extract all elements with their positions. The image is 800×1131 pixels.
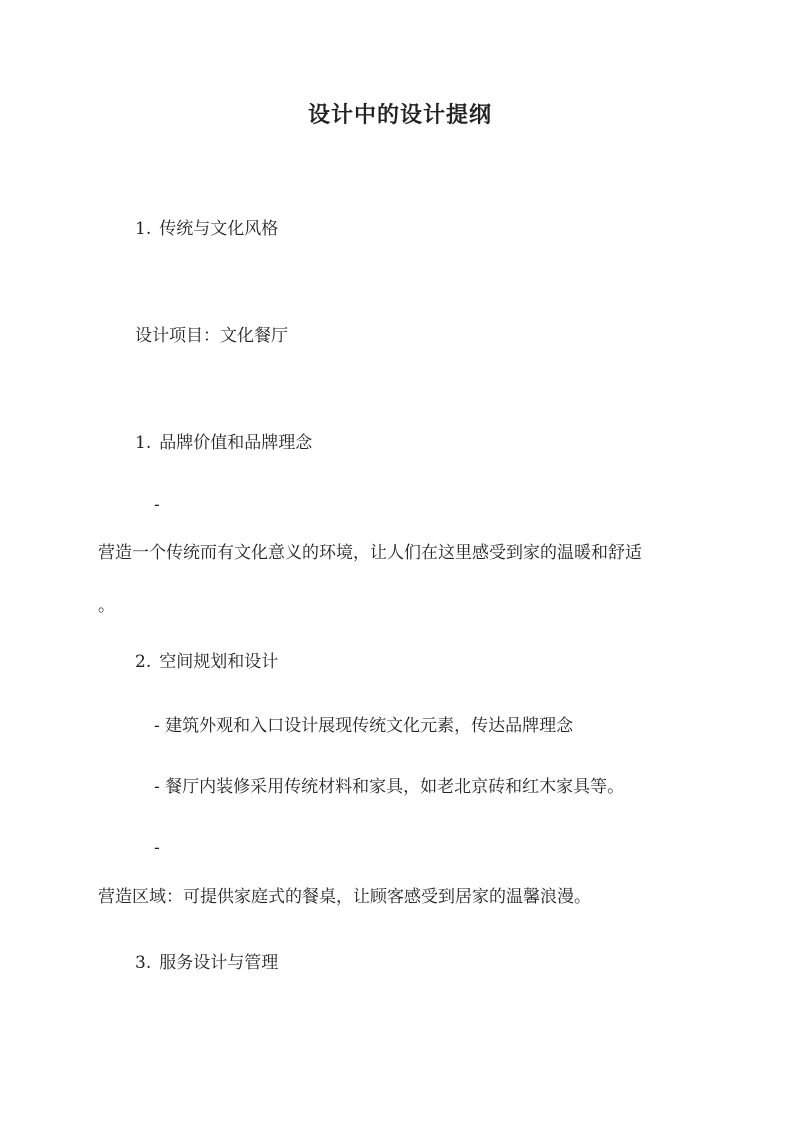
list-number: 2. xyxy=(135,652,152,672)
list-number: 1. xyxy=(135,433,152,453)
list-number: 3. xyxy=(135,953,152,973)
bullet-item: - 建筑外观和入口设计展现传统文化元素，传达品牌理念 xyxy=(154,716,574,736)
paragraph-line: 营造区域：可提供家庭式的餐桌，让顾客感受到居家的温馨浪漫。 xyxy=(98,887,591,907)
paragraph-line-end: 。 xyxy=(98,596,115,616)
list-text: 品牌价值和品牌理念 xyxy=(159,433,313,453)
list-text: 服务设计与管理 xyxy=(159,953,279,973)
bullet-item: - 餐厅内装修采用传统材料和家具，如老北京砖和红木家具等。 xyxy=(154,777,625,797)
heading-service-design xyxy=(135,951,278,975)
dash-bullet: - xyxy=(154,838,160,858)
list-text: 空间规划和设计 xyxy=(159,652,279,672)
list-number: 1. xyxy=(135,219,152,239)
project-label: 设计项目：文化餐厅 xyxy=(135,326,288,346)
paragraph-line: 营造一个传统而有文化意义的环境，让人们在这里感受到家的温暖和舒适 xyxy=(98,543,642,563)
document-title: 设计中的设计提纲 xyxy=(307,102,492,128)
dash-bullet: - xyxy=(154,495,160,515)
list-text: 传统与文化风格 xyxy=(159,219,279,239)
heading-space-planning xyxy=(135,650,278,674)
heading-brand-value xyxy=(135,431,312,455)
heading-traditional-culture-style xyxy=(135,217,278,241)
